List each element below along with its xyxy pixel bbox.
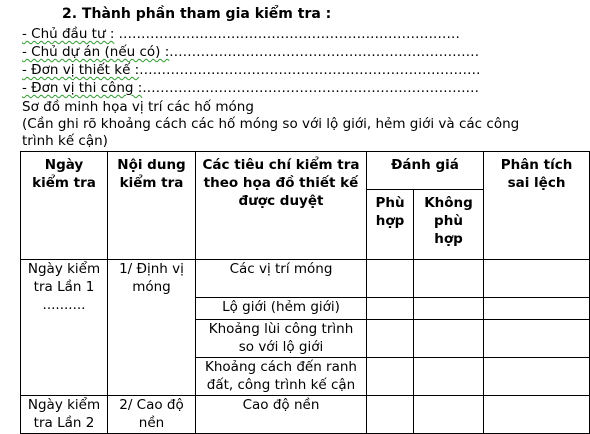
row1-cell-conform-4 (367, 358, 414, 396)
row2-cell-nonconform (414, 396, 484, 434)
header-nonconform: Không phù hợp (414, 190, 484, 260)
row1-cell-conform-1 (367, 260, 414, 298)
row1-criterion-2: Lộ giới (hẻm giới) (196, 298, 367, 320)
diagram-title: Sơ đồ minh họa vị trí các hố móng (22, 99, 254, 115)
field-investor: - Chủ đầu tư : ............................................................................ (22, 26, 461, 42)
row1-cell-conform-2 (367, 298, 414, 320)
header-criteria: Các tiêu chí kiểm tra theo họa đồ thiết kế được duyệt (196, 152, 367, 260)
field-project-owner: - Chủ dự án (nếu có) :..................................................................... (22, 44, 480, 60)
header-conform: Phù hợp (367, 190, 414, 260)
note-line-1: (Cần ghi rõ khoảng cách các hố móng so với lộ giới, hẻm giới và các công (22, 116, 520, 132)
row1-criterion-4: Khoảng cách đến ranh đất, công trình kế cận (196, 358, 367, 396)
row1-cell-analysis-3 (484, 320, 590, 358)
row2-content: 2/ Cao độ nền (108, 396, 196, 434)
row1-cell-conform-3 (367, 320, 414, 358)
header-date: Ngày kiểm tra (21, 152, 108, 260)
note-line-2: trình kế cận) (22, 133, 108, 149)
row2-criterion-1: Cao độ nền (196, 396, 367, 434)
row1-content: 1/ Định vị móng (108, 260, 196, 396)
row2-cell-analysis (484, 396, 590, 434)
field-designer: - Đơn vị thiết kế :............................................................................ (22, 62, 481, 78)
header-analysis: Phân tích sai lệch (484, 152, 590, 260)
field-contractor: - Đơn vị thi công :........................................................................... (22, 80, 480, 96)
row1-date: Ngày kiểm tra Lần 1 .......... (21, 260, 108, 396)
row1-cell-analysis-1 (484, 260, 590, 298)
row1-cell-nonconform-3 (414, 320, 484, 358)
row1-cell-analysis-4 (484, 358, 590, 396)
row1-cell-nonconform-2 (414, 298, 484, 320)
row1-cell-nonconform-1 (414, 260, 484, 298)
row2-cell-conform (367, 396, 414, 434)
row1-criterion-3: Khoảng lùi công trình so với lộ giới (196, 320, 367, 358)
header-evaluation: Đánh giá (367, 152, 484, 190)
section-title: 2. Thành phần tham gia kiểm tra : (62, 6, 332, 22)
row1-cell-nonconform-4 (414, 358, 484, 396)
row2-date: Ngày kiểm tra Lần 2 (21, 396, 108, 434)
row1-criterion-1: Các vị trí móng (196, 260, 367, 298)
inspection-table (20, 151, 590, 434)
row1-cell-analysis-2 (484, 298, 590, 320)
header-content: Nội dung kiểm tra (108, 152, 196, 260)
